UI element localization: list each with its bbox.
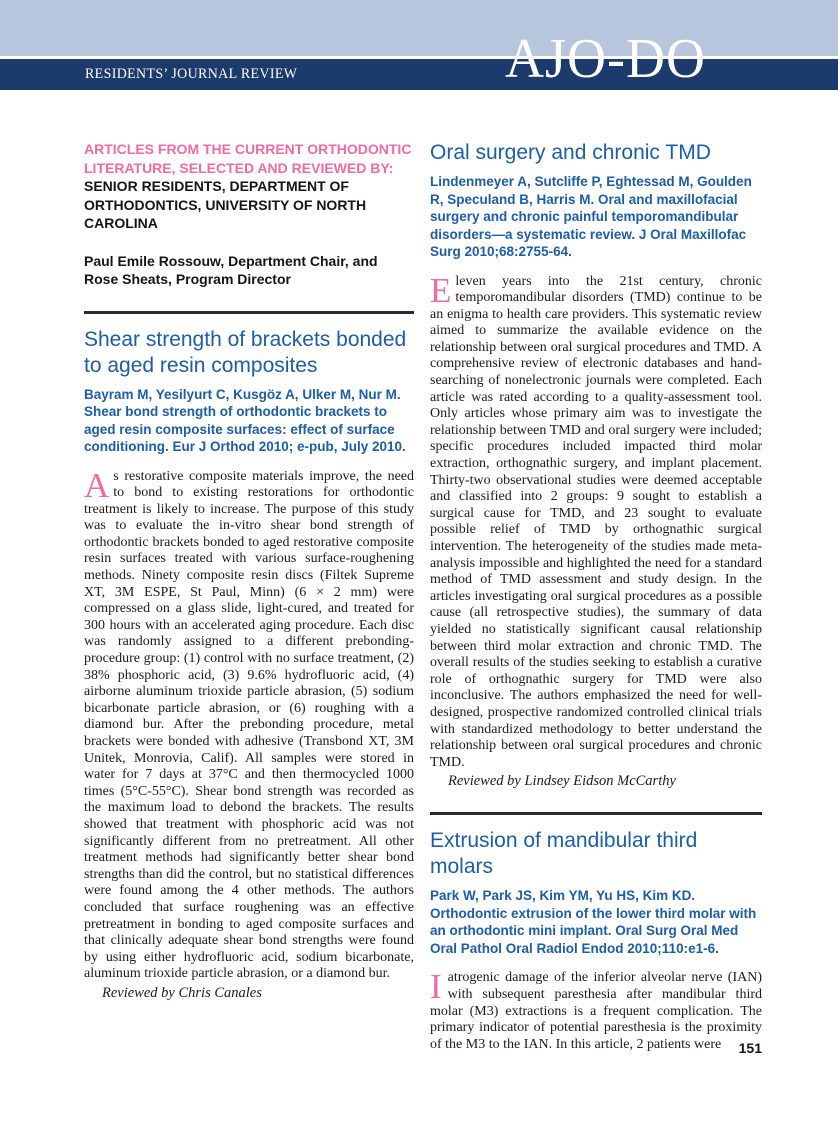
article-body-text: s restorative composite materials improve, the need to bond to existing restorations for orthodontic treatment is likely to increase. The purpose of this study was to evaluate the in-vitro shear bond strength of orthodontic brackets bonded to aged restorative composite resin surfaces treated with various surface-roughening methods. Ninety composite resin discs (Filtek Supreme XT, 3M ESPE, St Paul, Minn) (6 × 2 mm) were compressed on a glass slide, light-cured, and treated for 300 hours with an accelerated aging procedure. Each disc was randomly assigned to a different prebonding-procedure group: (1) control with no surface treatment, (2) 38% phosphoric acid, (3) 9.6% hydrofluoric acid, (4) airborne aluminum trioxide particle abrasion, (5) sodium bicarbonate particle abrasion, or (6) roughing with a diamond bur. After the prebonding procedure, metal brackets were bonded with adhesive (Transbond XT, 3M Unitek, Monrovia, Calif). All samples were stored in water for 7 days at 37°C and then thermocycled 1000 times (5°C-55°C). Shear bond strength was recorded as the maximum load to debond the brackets. The results showed that treatment with phosphoric acid was not significantly different from no pretreatment. All other treatment methods had significantly better shear bond strengths than did the control, but no statistical differences were found among the 4 other methods. The authors concluded that surface roughening was an effective pretreatment in bonding to aged composite surfaces and that clinically adequate shear bond strengths were found by using either hydrofluoric acid, sodium bicarbonate, aluminum trioxide particle abrasion, or a diamond bur. <box>84 468 414 982</box>
article-title: Oral surgery and chronic TMD <box>430 141 711 164</box>
section-label: RESIDENTS’ JOURNAL REVIEW <box>85 66 298 82</box>
divider-rule <box>430 812 762 815</box>
article-body <box>430 270 762 772</box>
article-citation: Lindenmeyer A, Sutcliffe P, Eghtessad M, Goulden R, Speculand B, Harris M. Oral and maxillofacial surgery and chronic painful temporomandibular disorders—a systematic review. J Oral Maxillofac Surg 2010;68:2755-64. <box>430 174 752 259</box>
article-body-text: leven years into the 21st century, chronic temporomandibular disorders (TMD) continue to be an enigma to health care providers. This systematic review aimed to summarize the available evidence on the relationship between oral surgical procedures and TMD. A comprehensive review of electronic databases and hand-searching of nonelectronic journals were completed. Each article was rated according to a quality-assessment tool. Only articles whose primary aim was to investigate the relationship between TMD and oral surgery were included; specific procedures included impacted third molar extraction, orthognathic surgery, and implant placement. Thirty-two observational studies were deemed acceptable and classified into 2 groups: 9 sought to establish a surgical cause for TMD, and 23 sought to evaluate possible relief of TMD by orthognathic surgical intervention. The heterogeneity of the studies made meta-analysis impossible and highlighted the need for a standard method of TMD assessment and study design. In the articles investigating oral surgical procedures as a possible cause (all retrospective studies), the summary of data yielded no statistically significant causal relationship between third molar extraction and chronic TMD. The overall results of the studies seeking to establish a curative role of orthognathic surgery for TMD were also inconclusive. The authors emphasized the need for well-designed, prospective randomized controlled clinical trials with standardized methodology to better understand the relationship between oral surgical procedures and chronic TMD. <box>430 273 762 770</box>
reviewer-line: Reviewed by Chris Canales <box>102 984 262 1001</box>
page-number: 151 <box>738 1040 762 1056</box>
masthead-residents: SENIOR RESIDENTS, DEPARTMENT OF ORTHODONTICS, UNIVERSITY OF NORTH CAROLINA <box>84 178 367 231</box>
article-title: Shear strength of brackets bonded to aged resin composites <box>84 327 407 377</box>
drop-cap: I <box>430 967 442 1007</box>
drop-cap: E <box>430 270 452 310</box>
drop-cap: A <box>84 465 110 505</box>
masthead-directors: Paul Emile Rossouw, Department Chair, and Rose Sheats, Program Director <box>84 252 378 287</box>
masthead-selected-by: ARTICLES FROM THE CURRENT ORTHODONTIC LITERATURE, SELECTED AND REVIEWED BY: <box>84 141 412 176</box>
column-left <box>84 140 414 1002</box>
article-citation: Bayram M, Yesilyurt C, Kusgöz A, Ulker M, Nur M. Shear bond strength of orthodontic brackets to aged resin composite surfaces: effect of surface conditioning. Eur J Orthod 2010; e-pub, July 2010. <box>84 386 406 454</box>
header-band-light <box>0 0 838 56</box>
article-title: Extrusion of mandibular third molars <box>430 829 698 879</box>
article-body <box>84 465 414 983</box>
divider-rule <box>84 311 414 314</box>
column-right <box>430 140 762 1053</box>
article-body-text: atrogenic damage of the inferior alveolar nerve (IAN) with subsequent paresthesia after mandibular third molar (M3) extractions is a frequent complication. The primary indicator of potential paresthesia is the proximity of the M3 to the IAN. In this article, 2 patients were <box>430 970 762 1052</box>
article-citation: Park W, Park JS, Kim YM, Yu HS, Kim KD. Orthodontic extrusion of the lower third molar with an orthodontic mini implant. Oral Surg Oral Med Oral Pathol Oral Radiol Endod 2010;110:e1-6. <box>430 888 757 956</box>
reviewer-line: Reviewed by Lindsey Eidson McCarthy <box>448 773 676 790</box>
journal-logo: AJO-DO <box>505 26 706 90</box>
